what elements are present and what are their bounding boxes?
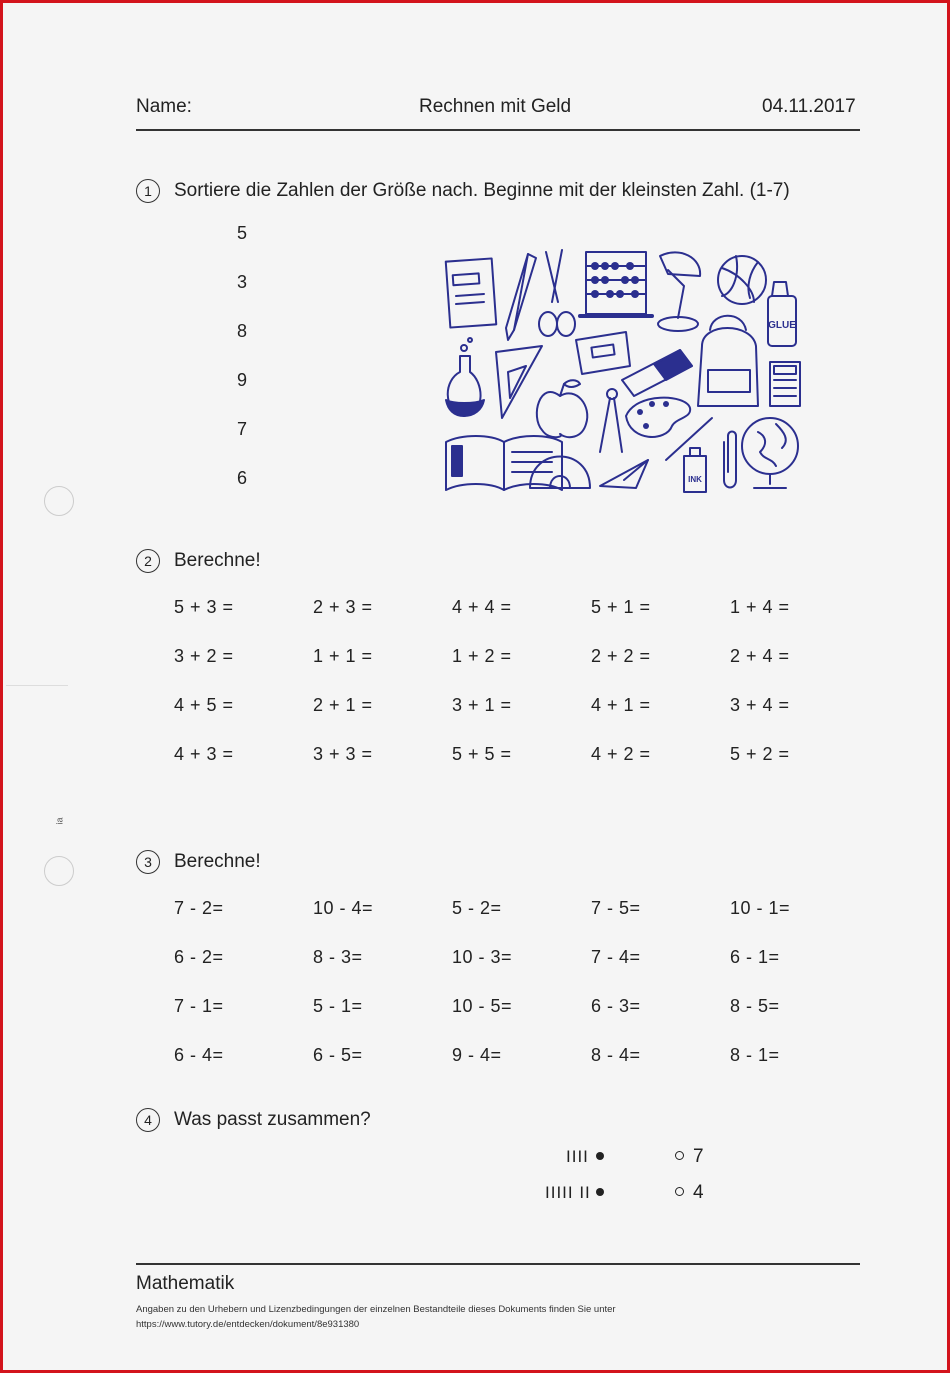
subject-label: Mathematik	[136, 1273, 235, 1294]
addition-task: 4 + 3 =	[174, 744, 234, 764]
addition-task: 5 + 3 =	[174, 597, 234, 617]
footer-rule	[136, 1263, 860, 1265]
sort-number: 7	[237, 419, 248, 439]
subtraction-task: 6 - 1=	[730, 947, 780, 967]
glue-label: GLUE	[768, 320, 796, 331]
match-number: 4	[693, 1182, 704, 1203]
desk-lamp-icon	[658, 252, 700, 331]
glue-bottle-icon	[768, 282, 796, 346]
question-2-text: Berechne!	[174, 550, 261, 571]
flask-icon	[446, 338, 484, 416]
sort-number: 5	[237, 223, 248, 243]
eraser-icon	[622, 350, 692, 396]
subtraction-task: 5 - 2=	[452, 898, 502, 918]
addition-task: 5 + 1 =	[591, 597, 651, 617]
addition-task: 1 + 4 =	[730, 597, 790, 617]
match-number: 7	[693, 1146, 704, 1167]
scissors-icon	[539, 250, 575, 336]
addition-task: 2 + 3 =	[313, 597, 373, 617]
addition-task: 5 + 5 =	[452, 744, 512, 764]
subtraction-task: 6 - 4=	[174, 1045, 224, 1065]
compass-icon	[600, 389, 622, 452]
subtraction-task: 8 - 4=	[591, 1045, 641, 1065]
addition-task: 4 + 1 =	[591, 695, 651, 715]
sort-number: 9	[237, 370, 248, 390]
set-square-icon	[496, 346, 542, 418]
name-label: Name:	[136, 96, 192, 117]
question-3-text: Berechne!	[174, 851, 261, 872]
subtraction-task: 7 - 4=	[591, 947, 641, 967]
question-number-3: 3	[136, 850, 160, 874]
subtraction-task: 10 - 4=	[313, 898, 374, 918]
license-note: Angaben zu den Urhebern und Lizenzbedingungen der einzelnen Bestandteile dieses Dokuments finden Sie unter	[136, 1304, 616, 1315]
subtraction-task: 10 - 1=	[730, 898, 791, 918]
paper-plane-icon	[600, 460, 648, 488]
addition-task: 3 + 3 =	[313, 744, 373, 764]
addition-task: 2 + 2 =	[591, 646, 651, 666]
addition-task: 1 + 2 =	[452, 646, 512, 666]
subtraction-task: 6 - 5=	[313, 1045, 363, 1065]
subtraction-task: 10 - 3=	[452, 947, 513, 967]
subtraction-task: 8 - 1=	[730, 1045, 780, 1065]
fold-mark	[6, 685, 68, 686]
page-title: Rechnen mit Geld	[419, 96, 572, 117]
apple-icon	[537, 380, 587, 437]
subtraction-task: 10 - 5=	[452, 996, 513, 1016]
addition-task: 4 + 4 =	[452, 597, 512, 617]
question-4-text: Was passt zusammen?	[174, 1109, 371, 1130]
addition-task: 3 + 2 =	[174, 646, 234, 666]
tally-marks: IIII	[566, 1147, 589, 1166]
addition-task: 1 + 1 =	[313, 646, 373, 666]
question-number-2: 2	[136, 549, 160, 573]
subtraction-task: 7 - 1=	[174, 996, 224, 1016]
match-dot-right[interactable]	[675, 1151, 684, 1160]
addition-task: 5 + 2 =	[730, 744, 790, 764]
abacus-icon	[580, 252, 652, 316]
ink-label: INK	[688, 475, 702, 484]
addition-task: 2 + 4 =	[730, 646, 790, 666]
question-number-4: 4	[136, 1108, 160, 1132]
sort-number: 3	[237, 272, 248, 292]
question-number-1: 1	[136, 179, 160, 203]
addition-task: 3 + 1 =	[452, 695, 512, 715]
subtraction-task: 7 - 2=	[174, 898, 224, 918]
match-dot-left[interactable]	[596, 1188, 604, 1196]
binder-hole-bottom	[44, 856, 74, 886]
sort-number: 6	[237, 468, 248, 488]
binder-hole-top	[44, 486, 74, 516]
addition-task: 3 + 4 =	[730, 695, 790, 715]
match-dot-right[interactable]	[675, 1187, 684, 1196]
document-link[interactable]: https://www.tutory.de/entdecken/dokument/8e931380	[136, 1319, 360, 1330]
volleyball-icon	[718, 256, 766, 304]
pencil-icon	[506, 254, 536, 340]
tally-marks: IIIII II	[545, 1183, 591, 1202]
addition-task: 4 + 2 =	[591, 744, 651, 764]
subtraction-task: 8 - 3=	[313, 947, 363, 967]
sort-number: 8	[237, 321, 248, 341]
open-book-icon	[446, 436, 562, 490]
sharpener-icon	[576, 332, 630, 374]
margin-mark: ia	[54, 817, 65, 825]
notebook-icon	[446, 258, 496, 327]
subtraction-task: 9 - 4=	[452, 1045, 502, 1065]
subtraction-task: 6 - 3=	[591, 996, 641, 1016]
subtraction-task: 6 - 2=	[174, 947, 224, 967]
match-dot-left[interactable]	[596, 1152, 604, 1160]
globe-icon	[742, 418, 798, 488]
addition-task: 4 + 5 =	[174, 695, 234, 715]
ink-bottle-icon	[684, 448, 706, 492]
backpack-icon	[698, 316, 758, 406]
subtraction-task: 8 - 5=	[730, 996, 780, 1016]
date: 04.11.2017	[762, 96, 856, 117]
calculator-icon	[770, 362, 800, 406]
question-1-text: Sortiere die Zahlen der Größe nach. Beginne mit der kleinsten Zahl. (1-7)	[174, 180, 790, 201]
header-rule	[136, 129, 860, 131]
paper-clip-icon	[724, 432, 736, 488]
subtraction-task: 7 - 5=	[591, 898, 641, 918]
addition-task: 2 + 1 =	[313, 695, 373, 715]
subtraction-task: 5 - 1=	[313, 996, 363, 1016]
school-supplies-illustration-icon	[440, 246, 806, 498]
